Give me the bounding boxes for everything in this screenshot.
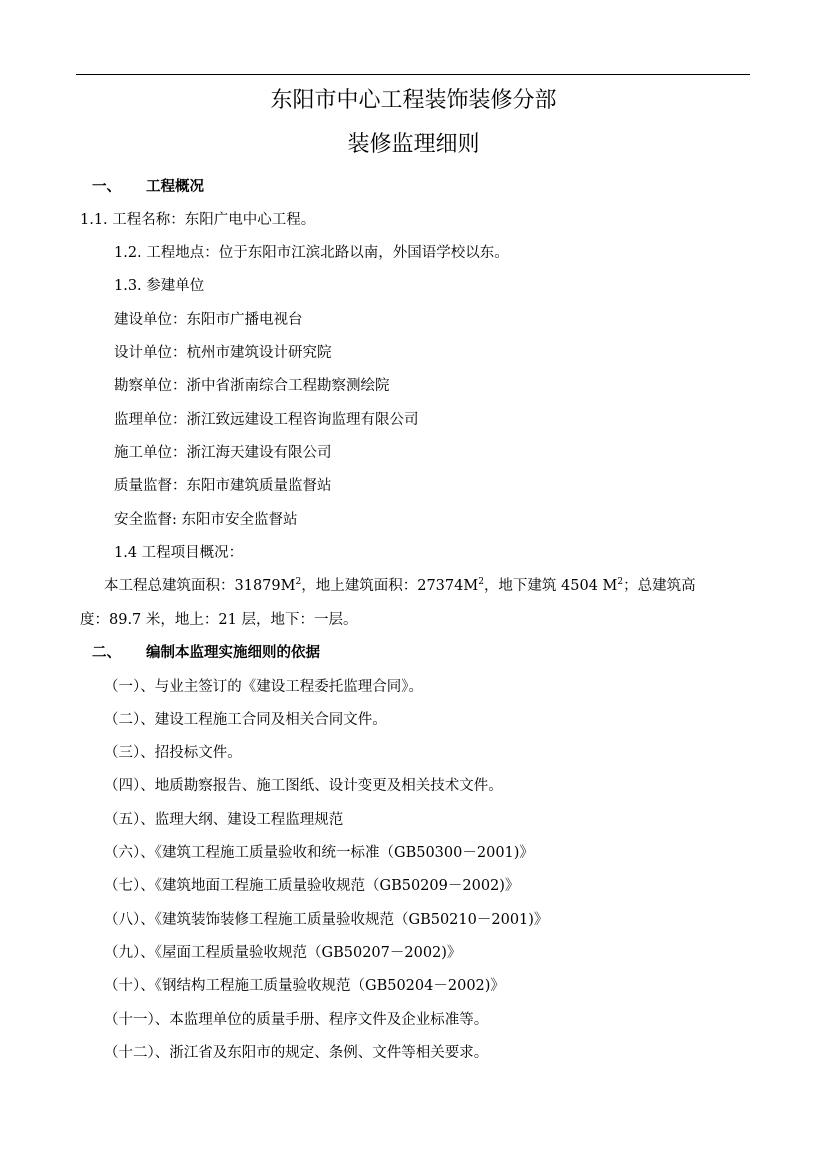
unit-line: 勘察单位：浙中省浙南综合工程勘察测绘院: [114, 378, 390, 394]
section-1-title: 工程概况: [146, 179, 204, 195]
basis-item: （三）、招投标文件。: [104, 745, 242, 761]
document-subtitle: 装修监理细则: [347, 132, 480, 157]
unit-line: 质量监督：东阳市建筑质量监督站: [114, 478, 332, 494]
section-2-heading: [92, 642, 320, 664]
section-2-number: 二、: [92, 645, 121, 661]
item-1-1: 1.1. 工程名称：东阳广电中心工程。: [80, 212, 316, 228]
basis-item: （五）、监理大纲、建设工程监理规范: [104, 812, 344, 828]
unit-line: 设计单位：杭州市建筑设计研究院: [114, 345, 332, 361]
section-1-number: 一、: [92, 179, 121, 195]
basis-item: （二）、建设工程施工合同及相关合同文件。: [104, 712, 387, 728]
unit-line: 建设单位：东阳市广播电视台: [114, 312, 303, 328]
overview-line-1: 本工程总建筑面积：$31879M^2$，地上建筑面积：$27374M^2$，地下建筑 4504 $M^2$；总建筑高: [104, 577, 696, 594]
basis-item: （八）、《建筑装饰装修工程施工质量验收规范（GB50210－2001)》: [104, 912, 549, 928]
superscript-2: 2: [295, 577, 302, 588]
basis-item: （七）、《建筑地面工程施工质量验收规范（GB50209－2002)》: [104, 878, 520, 894]
unit-line: 监理单位：浙江致远建设工程咨询监理有限公司: [114, 412, 419, 428]
item-1-3: 1.3. 参建单位: [114, 278, 205, 294]
section-1-heading: [92, 176, 204, 198]
unit-line: 安全监督: 东阳市安全监督站: [114, 512, 298, 528]
superscript-2: 2: [478, 577, 484, 588]
section-2-title: 编制本监理实施细则的依据: [146, 645, 320, 661]
basis-item: （十）、《钢结构工程施工质量验收规范（GB50204－2002)》: [104, 978, 505, 994]
basis-item: （四）、地质勘察报告、施工图纸、设计变更及相关技术文件。: [104, 778, 503, 794]
superscript-2: 2: [617, 577, 624, 588]
basis-item: （十二）、浙江省及东阳市的规定、条例、文件等相关要求。: [104, 1045, 489, 1061]
basis-item: （九）、《屋面工程质量验收规范（GB50207－2002)》: [104, 945, 462, 961]
item-1-4: 1.4 工程项目概况：: [114, 545, 244, 561]
header-rule: [76, 74, 750, 75]
basis-item: （一）、与业主签订的《建设工程委托监理合同》。: [104, 679, 423, 695]
item-1-2: 1.2. 工程地点：位于东阳市江滨北路以南，外国语学校以东。: [114, 245, 509, 261]
basis-item: （六）、《建筑工程施工质量验收和统一标准（GB50300－2001)》: [104, 845, 534, 861]
overview-line-2: 度：89.7 米，地上：21 层，地下：一层。: [80, 612, 358, 628]
basis-item: （十一）、本监理单位的质量手册、程序文件及企业标准等。: [104, 1012, 489, 1028]
document-title: 东阳市中心工程装饰装修分部: [270, 88, 557, 113]
unit-line: 施工单位：浙江海天建设有限公司: [114, 445, 332, 461]
